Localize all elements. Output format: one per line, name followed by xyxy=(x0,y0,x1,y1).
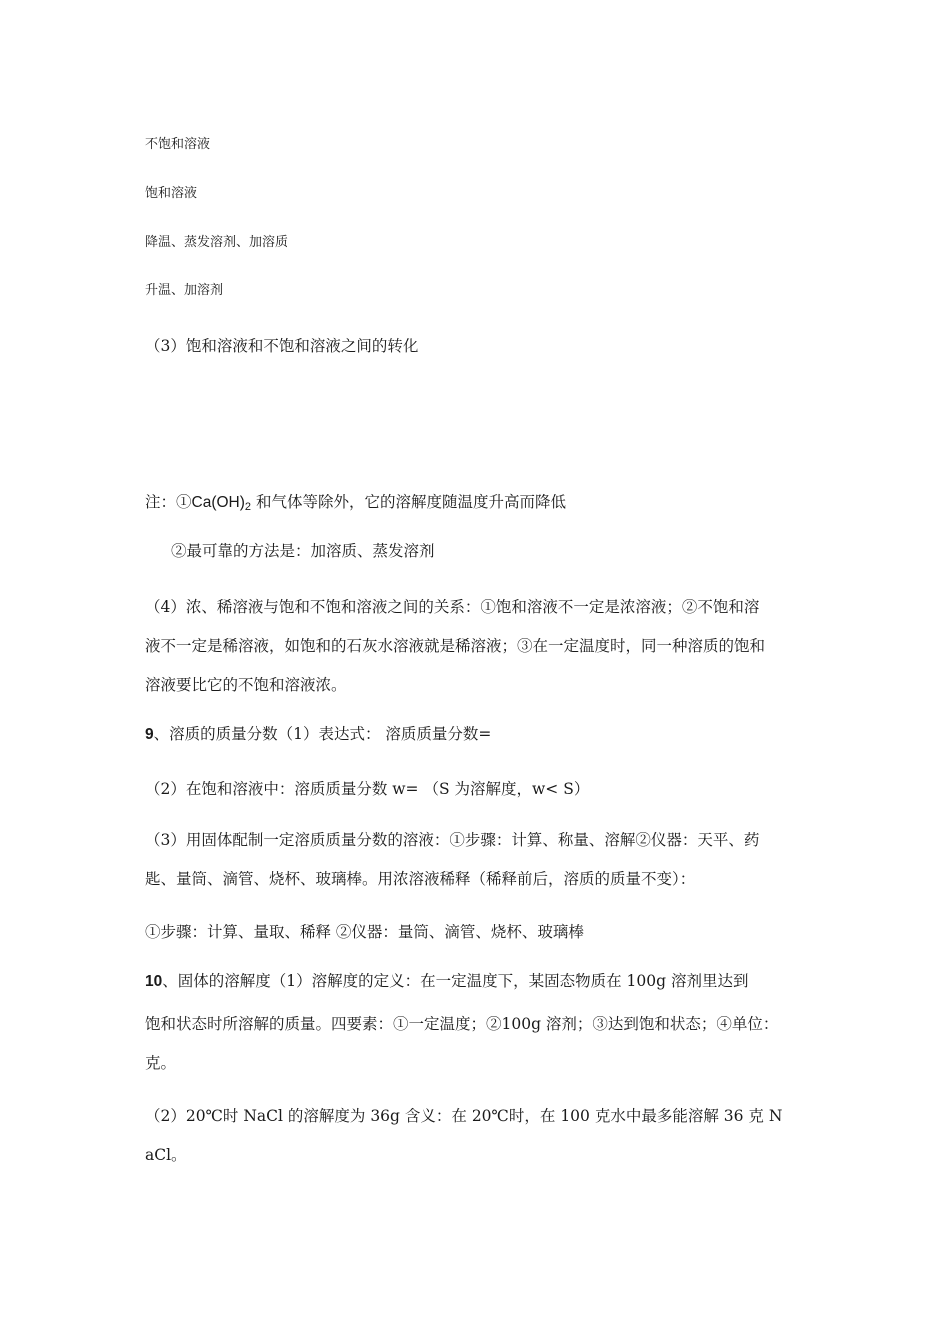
item-9-part-3-line-2: 匙、量筒、滴管、烧杯、玻璃棒。用浓溶液稀释（稀释前后，溶质的质量不变）： xyxy=(145,870,696,888)
item-9-part-2: （2）在饱和溶液中：溶质质量分数 w= （S 为溶解度，w< S） xyxy=(145,780,590,798)
label-saturated-solution: 饱和溶液 xyxy=(145,186,198,201)
item-10-number: 10 xyxy=(145,973,163,990)
formula-caoh2 xyxy=(192,494,252,511)
item-9-number: 9 xyxy=(145,726,154,743)
formula-main: Ca(OH) xyxy=(191,494,245,511)
label-unsaturated-solution: 不饱和溶液 xyxy=(145,137,211,152)
note-suffix: 和气体等除外，它的溶解度随温度升高而降低 xyxy=(251,493,566,511)
formula-subscript: 2 xyxy=(244,501,252,513)
item-9-part-3-line-1: （3）用固体配制一定溶质质量分数的溶液：①步骤：计算、称量、溶解②仪器：天平、药 xyxy=(145,831,760,849)
item-9-text: 、溶质的质量分数（1）表达式： 溶质质量分数= xyxy=(153,725,492,743)
section-4-line-3: 溶液要比它的不饱和溶液浓。 xyxy=(145,676,347,694)
note-line-2: ②最可靠的方法是：加溶质、蒸发溶剂 xyxy=(171,542,435,560)
section-4-line-1: （4）浓、稀溶液与饱和不饱和溶液之间的关系：①饱和溶液不一定是浓溶液；②不饱和溶 xyxy=(145,598,760,616)
item-9-part-3-line-3: ①步骤：计算、量取、稀释 ②仪器：量筒、滴管、烧杯、玻璃棒 xyxy=(145,923,584,941)
section-4-line-2: 液不一定是稀溶液，如饱和的石灰水溶液就是稀溶液；③在一定温度时，同一种溶质的饱和 xyxy=(145,637,766,655)
item-10-line-2: 饱和状态时所溶解的质量。四要素：①一定温度；②100g 溶剂；③达到饱和状态；④单位： xyxy=(145,1015,779,1033)
item-10-part-2-line-1: （2）20℃时 NaCl 的溶解度为 36g 含义：在 20℃时，在 100 克水中最多能溶解 36 克 N xyxy=(145,1107,783,1125)
label-to-unsaturated-methods: 升温、加溶剂 xyxy=(145,283,224,298)
label-to-saturated-methods: 降温、蒸发溶剂、加溶质 xyxy=(145,235,289,250)
note-prefix: 注：① xyxy=(145,493,192,511)
note-line-1 xyxy=(145,490,566,513)
item-10-text: 、固体的溶解度（1）溶解度的定义：在一定温度下，某固态物质在 100g 溶剂里达到 xyxy=(162,972,749,990)
item-10-part-2-line-2: aCl。 xyxy=(145,1146,187,1164)
item-9-heading xyxy=(145,722,491,744)
section-3-heading: （3）饱和溶液和不饱和溶液之间的转化 xyxy=(145,337,419,355)
item-10-line-1 xyxy=(145,969,748,991)
item-10-line-3: 克。 xyxy=(145,1054,177,1072)
